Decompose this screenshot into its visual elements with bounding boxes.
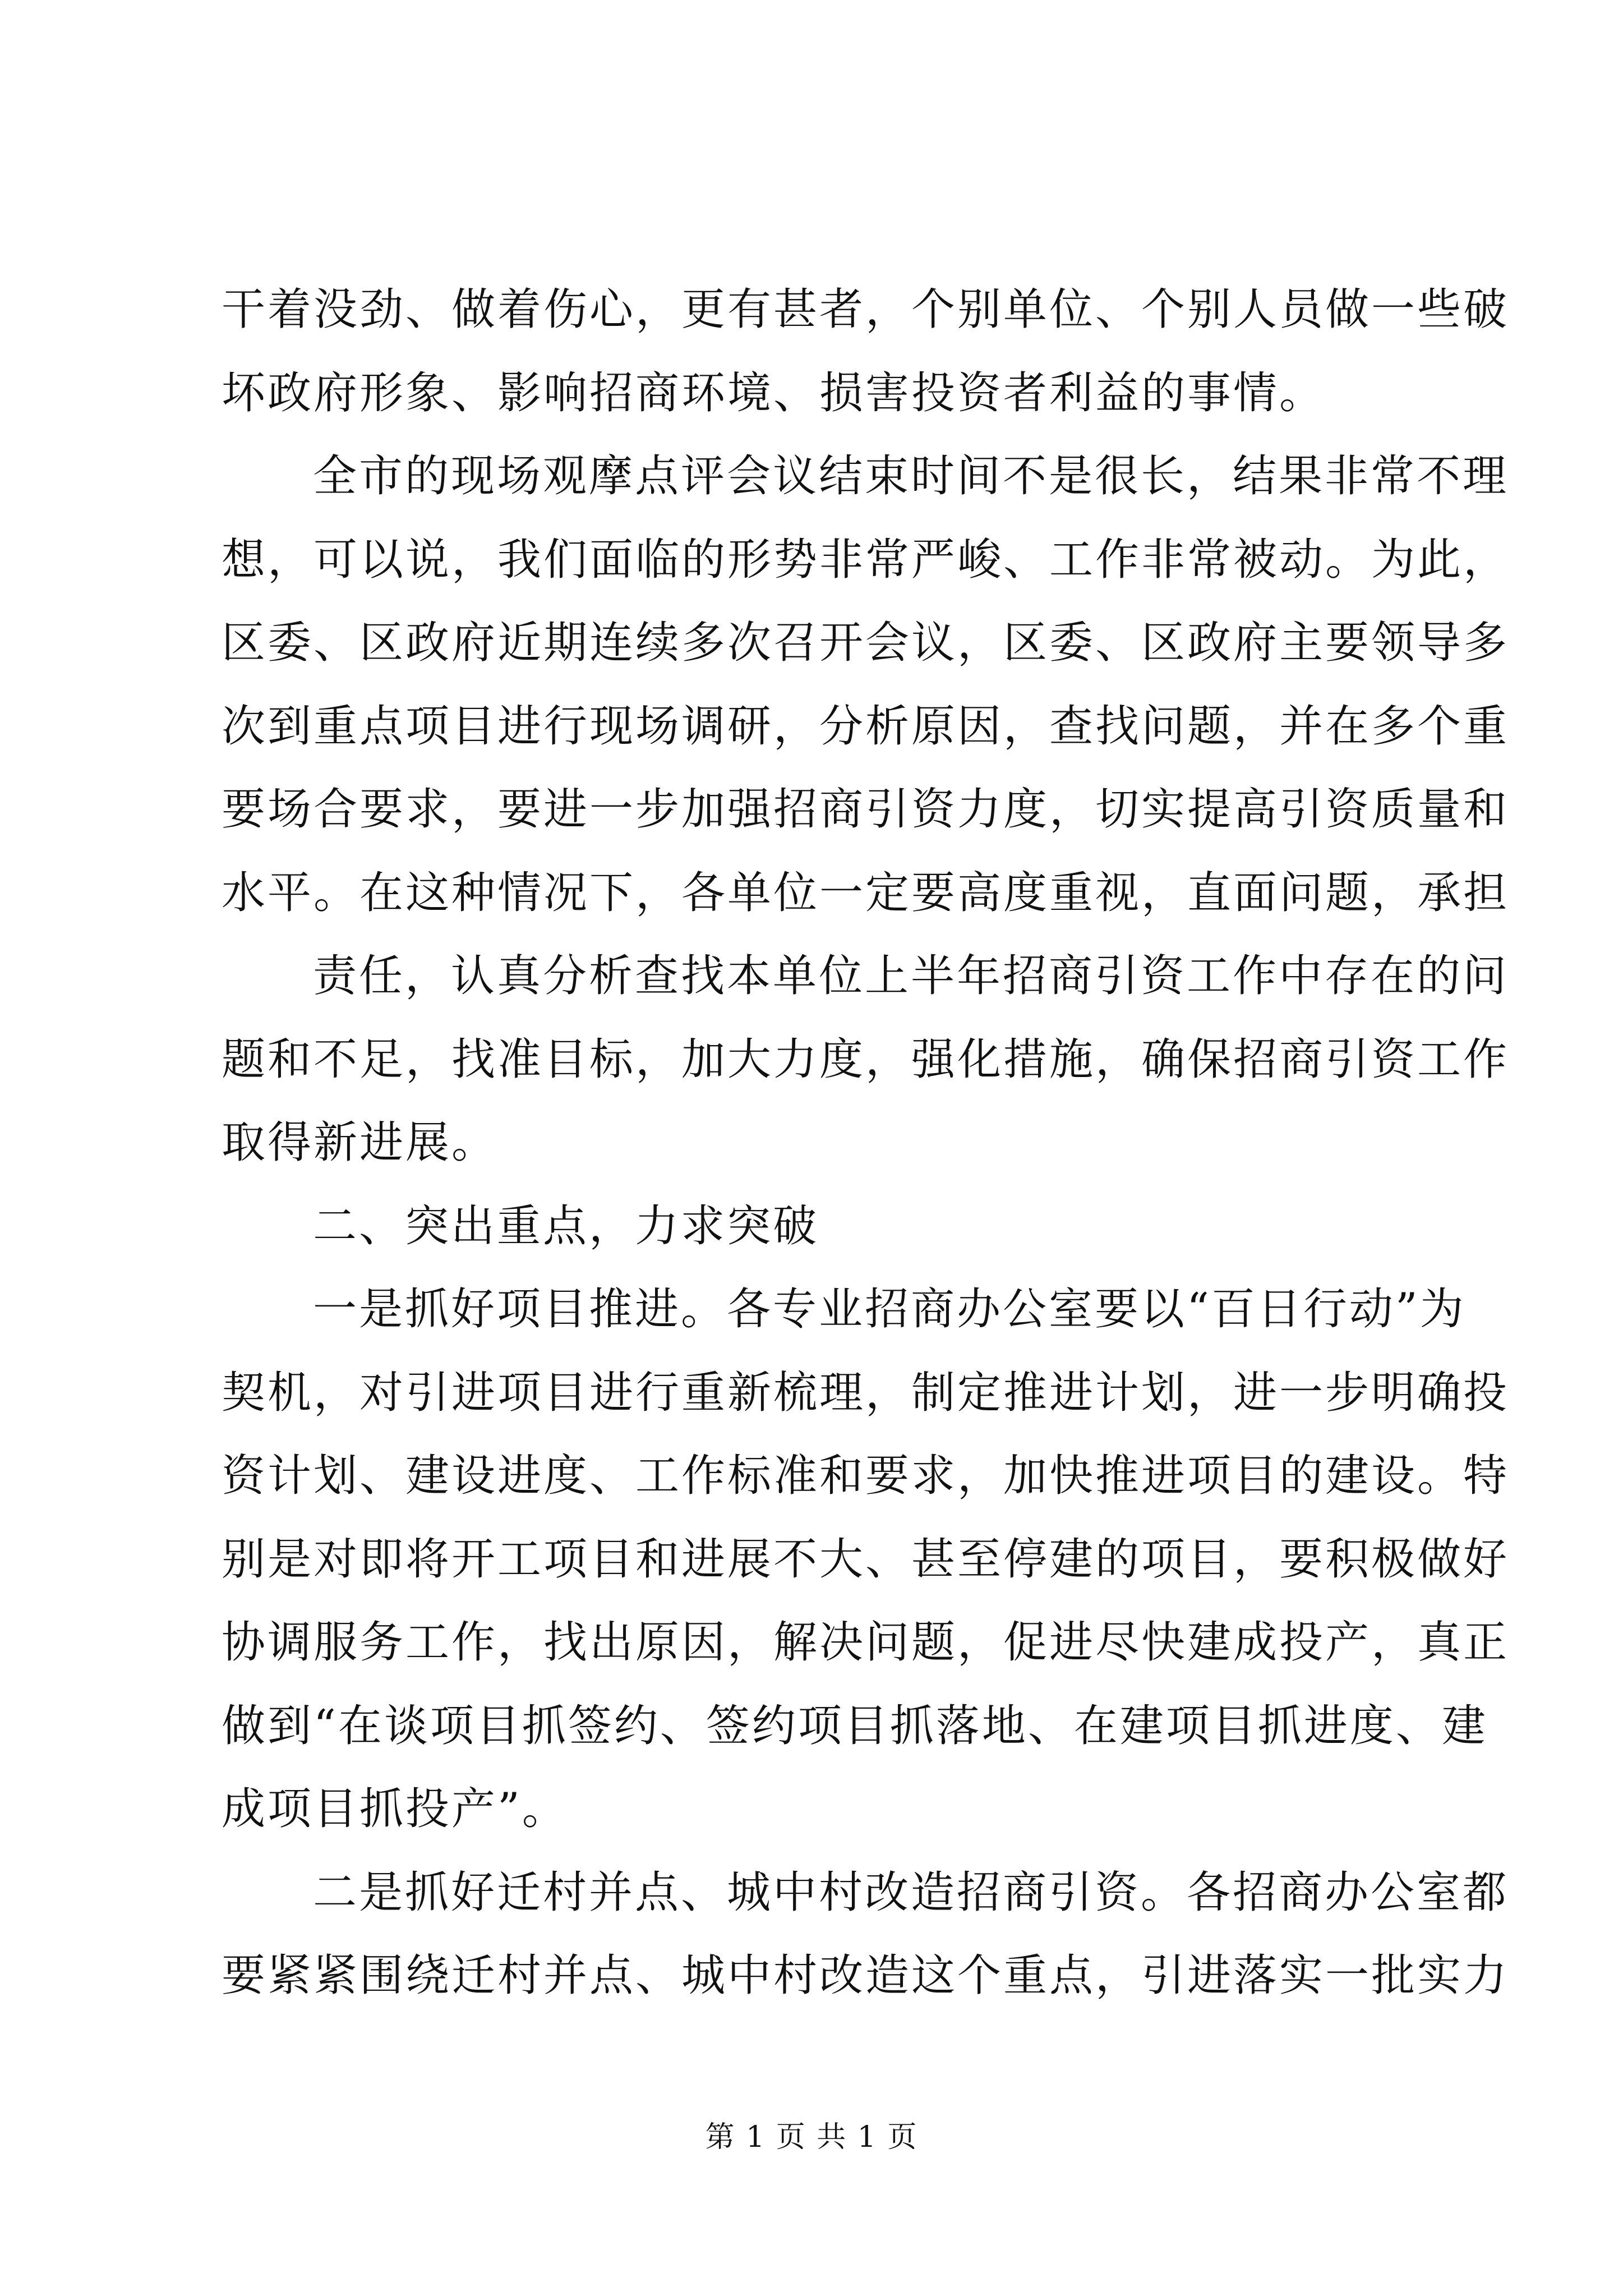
document-body <box>222 268 1510 2018</box>
text-line: 资计划、建设进度、工作标准和要求，加快推进项目的建设。特 <box>222 1451 1510 1501</box>
text-line: 二是抓好迁村并点、城中村改造招商引资。各招商办公室都 <box>313 1867 1509 1918</box>
text-line: 取得新进展。 <box>222 1117 498 1168</box>
text-line: 一是抓好项目推进。各专业招商办公室要以“百日行动”为 <box>313 1284 1466 1335</box>
text-line: 要场合要求，要进一步加强招商引资力度，切实提高引资质量和 <box>222 784 1510 835</box>
text-line: 题和不足，找准目标，加大力度，强化措施，确保招商引资工作 <box>222 1034 1510 1085</box>
text-line: 协调服务工作，找出原因，解决问题，促进尽快建成投产，真正 <box>222 1617 1510 1668</box>
text-line: 区委、区政府近期连续多次召开会议，区委、区政府主要领导多 <box>222 618 1510 668</box>
text-line: 契机，对引进项目进行重新梳理，制定推进计划，进一步明确投 <box>222 1367 1510 1418</box>
text-line: 责任，认真分析查找本单位上半年招商引资工作中存在的问 <box>313 951 1509 1001</box>
text-line: 水平。在这种情况下，各单位一定要高度重视，直面问题，承担 <box>222 867 1510 918</box>
text-line: 做到“在谈项目抓签约、签约项目抓落地、在建项目抓进度、建 <box>222 1700 1488 1751</box>
text-line: 坏政府形象、影响招商环境、损害投资者利益的事情。 <box>222 367 1326 418</box>
text-line: 干着没劲、做着伤心，更有甚者，个别单位、个别人员做一些破 <box>222 284 1510 335</box>
text-line: 全市的现场观摩点评会议结束时间不是很长，结果非常不理 <box>313 451 1509 501</box>
text-line: 要紧紧围绕迁村并点、城中村改造这个重点，引进落实一批实力 <box>222 1950 1510 2001</box>
text-line: 别是对即将开工项目和进展不大、甚至停建的项目，要积极做好 <box>222 1534 1510 1585</box>
text-line: 次到重点项目进行现场调研，分析原因，查找问题，并在多个重 <box>222 701 1510 752</box>
text-line: 想，可以说，我们面临的形势非常严峻、工作非常被动。为此， <box>222 534 1510 585</box>
text-line: 二、突出重点，力求突破 <box>313 1200 819 1251</box>
page-footer: 第 1 页 共 1 页 <box>705 2120 918 2154</box>
text-line: 成项目抓投产”。 <box>222 1784 568 1834</box>
